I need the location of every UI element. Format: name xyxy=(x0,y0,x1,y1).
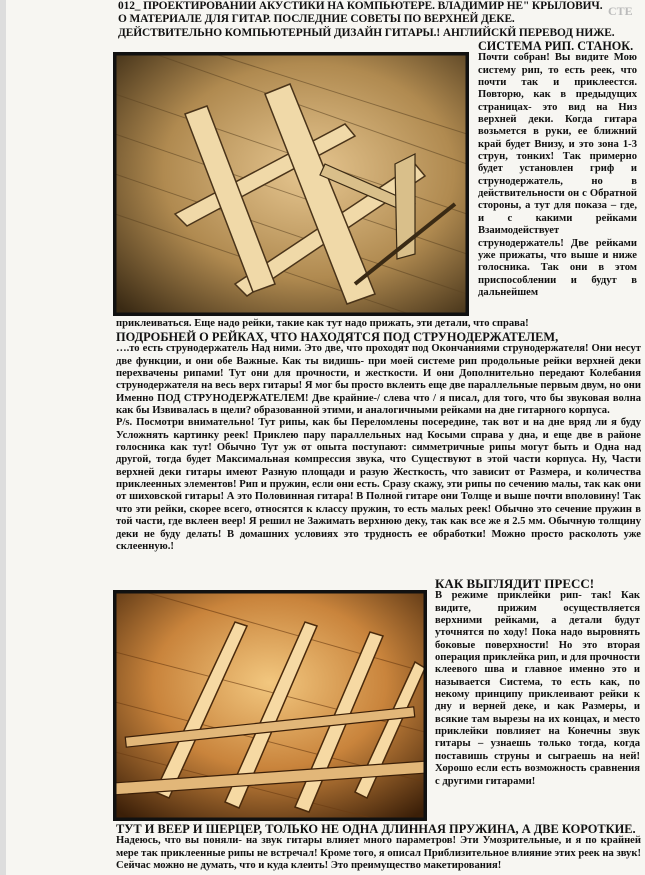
section-rip-tail xyxy=(116,318,641,330)
header-line-3: ДЕЙСТВИТЕЛЬНО КОМПЬЮТЕРНЫЙ ДИЗАЙН ГИТАРЫ.! АНГЛИЙСКЙ ПЕРЕВОД НИЖЕ. xyxy=(118,26,615,39)
section-title-under-tailpiece: ПОДРОБНЕЙ О РЕЙКАХ, ЧТО НАХОДЯТСЯ ПОД СТРУНОДЕРЖАТЕЛЕМ, xyxy=(116,330,559,344)
section-body-under-tailpiece: ….то есть струнодержатель Над ними. Это две, что проходят под Окончаниями струнодержателя! Они несут две функции, и они обе Важные. Как ты видишь- при моей системе рип продольные рейки верхней деки перехвачены рипами! Тут они для прочности, и жесткости. И они Дополнительно передают Колебания струнодержателя на весь верх гитары! Я мог бы просто вклеить еще две параллельные первым двум, но они Именно ПОД СТРУНОДЕРЖАТЕЛЕМ! Две крайние-/ слева что / я писал, для того, что бы звуковая волна как бы Извивалась в щели? образованной этими, и аналогичными рейками на дне гитарного корпуса. xyxy=(116,343,641,417)
section-press xyxy=(435,578,640,788)
header-line-2: О МАТЕРИАЛЕ ДЛЯ ГИТАР. ПОСЛЕДНИЕ СОВЕТЫ ПО ВЕРХНЕЙ ДЕКЕ. xyxy=(118,13,515,26)
section-under-tailpiece xyxy=(116,331,641,553)
corner-text: CTE xyxy=(608,4,633,18)
photo-rip-system xyxy=(113,52,469,316)
section-title-fan: ТУТ И ВЕЕР И ШЕРЦЕР, ТОЛЬКО НЕ ОДНА ДЛИННАЯ ПРУЖИНА, А ДВЕ КОРОТКИЕ. xyxy=(116,822,636,836)
section-tail-text: приклеиваться. Еще надо рейки, такие как тут надо прижать, эти детали, что справа! xyxy=(116,318,529,329)
section-title-press: КАК ВЫГЛЯДИТ ПРЕСС! xyxy=(435,576,595,591)
section-fan xyxy=(116,823,641,872)
page-header xyxy=(118,0,643,40)
section-body-fan: Надеюсь, что вы поняли- на звук гитары влияет много параметров! Эти Умозрительные, и я по крайней мере так приклеенные рипы не встречал! Кроме того, я описал Приблизительное влияние этих реек на звук! Сейчас можно не думать, что и куда клеить! Это преимущество макетирования! xyxy=(116,835,641,872)
section-title-rip-system: СИСТЕМА РИП. СТАНОК. xyxy=(478,39,634,53)
scan-edge xyxy=(0,0,6,875)
section-body-press: В режиме приклейки рип- так! Как видите, прижим осуществляется верхними рейками, а детали будут уточнятся по ходу! Пока надо выровнять боковые поверхности! Но это вторая операция приклейка рип, и для прочности клеевого шва и главное именно это и называется Система, то есть как, по некому принципу приклеивают рейки к дну и верней деке, и как Размеры, и всякие там вырезы на их концах, и место приклейки повлияет на Конечны звук гитары – узнаешь только тогда, когда поставишь струны и сыграешь на ней! Хорошо если есть возможность сравнения с другими гитарами! xyxy=(435,590,640,787)
section-body-rip-system: Почти собран! Вы видите Мою систему рип, то есть реек, что почти так и приклеестся. Повторю, как в предыдущих страницах- это вид на Низ верхней деки. Когда гитара возьмется в руки, ее ближний край будет Внизу, и это зона 1-3 струн, тонких! Так примерно будет установлен гриф и струнодержатель, но в действительности он с Обратной стороны, а тут для показа – где, и с какими рейками Взаимодействует струнодержатель! Две рейками уже прижаты, что выше и ниже голосника. Так они в этом приспособлении и будут в дальнейшем xyxy=(478,52,637,298)
header-line-1: 012_ ПРОЕКТИРОВАНИИ АКУСТИКИ НА КОМПЬЮТЕРЕ. ВЛАДИМИР НЕ" КРЫЛОВИЧ. xyxy=(118,0,603,12)
section-rip-system xyxy=(478,40,637,299)
photo-press xyxy=(113,590,427,821)
section-ps: P/s. Посмотри внимательно! Тут рипы, как бы Переломлены посередине, так вот и на дне вряд ли я буду Усложнять картинку реек! Приклею пару параллельных над Косыми справа у дна, и еще две в районе голосника как тут! Обычно Тут уж от опыта поступают: симметричные рипы могут быть и Одна над другой, тогда будет Максимальная компрессия звука, что Существуют в этой части корпуса. Ну, Части верхней деки гитары имеют Разную площади и разую Жесткость, что зависит от Размера, и количества приклеенных элементов! Рип и пружин, если они есть. Сразу скажу, эти рипы по сечению малы, так как они от шиховской гитары! А это Половинная гитара! В Полной гитаре они Толще и выше почти вполовину! Так что эти рейки, скорее всего, относятся к классу пружин, то есть малых реек! Обычно это сечение пружин в той части, где вклеен веер! Я решил не Зажимать верхнюю деку, так как все же я 2.5 мм. Обычную толщину деки не буду делать! В домашних условиях это трудность ее обработки! Можно просто расколоть уже склеенную.! xyxy=(116,417,641,552)
